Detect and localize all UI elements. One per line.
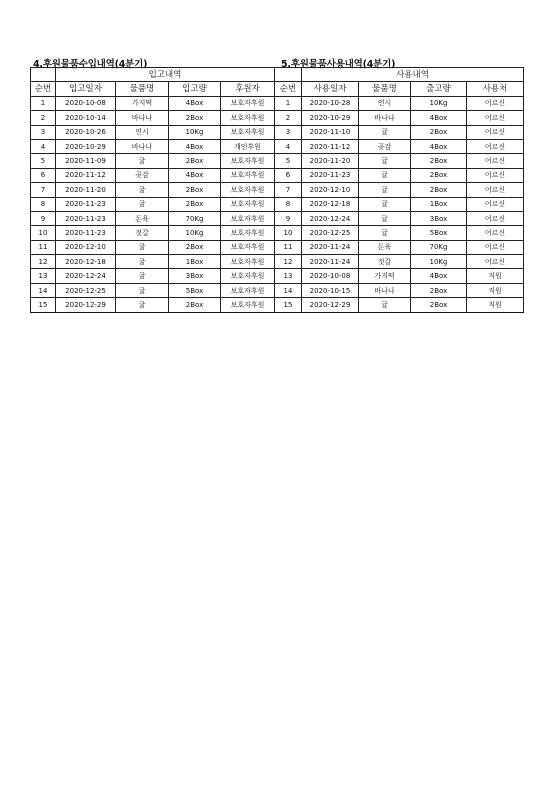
quantity-cell: 5Box [169,283,221,297]
item-name-cell: 귤 [116,283,169,297]
quantity-cell: 2Box [169,154,221,168]
item-name-cell: 바나나 [116,139,169,153]
item-name-cell: 귤 [359,154,411,168]
column-header: 출고량 [411,82,467,96]
usage-table [274,67,524,313]
corner-cell [31,68,56,82]
row-number-cell: 4 [31,139,56,153]
table-row [31,125,275,139]
item-name-cell: 연시 [359,96,411,110]
row-number-cell: 10 [31,226,56,240]
date-cell: 2020-11-12 [302,139,359,153]
column-header: 후원자 [221,82,275,96]
quantity-cell: 4Box [411,269,467,283]
corner-cell [275,68,302,82]
table-row [275,111,524,125]
quantity-cell: 4Box [169,96,221,110]
row-number-cell: 5 [31,154,56,168]
recipient-cell: 어르신 [467,211,524,225]
date-cell: 2020-10-29 [56,139,116,153]
column-header: 입고량 [169,82,221,96]
quantity-cell: 2Box [169,183,221,197]
table-row [31,255,275,269]
date-cell: 2020-10-15 [302,283,359,297]
row-number-cell: 5 [275,154,302,168]
row-number-cell: 1 [31,96,56,110]
date-cell: 2020-11-24 [302,255,359,269]
row-number-cell: 7 [275,183,302,197]
date-cell: 2020-11-24 [302,240,359,254]
quantity-cell: 1Box [169,255,221,269]
table-row [31,139,275,153]
quantity-cell: 5Box [411,226,467,240]
date-cell: 2020-12-24 [302,211,359,225]
row-number-cell: 3 [31,125,56,139]
date-cell: 2020-12-10 [302,183,359,197]
row-number-cell: 6 [275,168,302,182]
item-name-cell: 귤 [359,211,411,225]
table-row [275,154,524,168]
table-row [275,183,524,197]
column-header: 물품명 [359,82,411,96]
table-row [31,154,275,168]
table-row [275,96,524,110]
quantity-cell: 2Box [169,240,221,254]
table-row [275,240,524,254]
date-cell: 2020-12-18 [56,255,116,269]
column-header: 순번 [31,82,56,96]
item-name-cell: 귤 [116,197,169,211]
quantity-cell: 10Kg [169,125,221,139]
row-number-cell: 13 [31,269,56,283]
date-cell: 2020-11-20 [56,183,116,197]
row-number-cell: 10 [275,226,302,240]
item-name-cell: 귤 [116,298,169,312]
row-number-cell: 6 [31,168,56,182]
table-row [275,226,524,240]
item-name-cell: 귤 [116,269,169,283]
item-name-cell: 귤 [116,255,169,269]
donor-cell: 보호자후원 [221,183,275,197]
table-row [31,197,275,211]
table-row [275,298,524,312]
date-cell: 2020-12-25 [56,283,116,297]
row-number-cell: 12 [275,255,302,269]
date-cell: 2020-10-29 [302,111,359,125]
row-number-cell: 2 [275,111,302,125]
date-cell: 2020-11-23 [56,226,116,240]
item-name-cell: 바나나 [359,111,411,125]
recipient-cell: 어르신 [467,183,524,197]
item-name-cell: 돈육 [116,211,169,225]
table-row [275,168,524,182]
quantity-cell: 10Kg [411,255,467,269]
date-cell: 2020-11-23 [56,211,116,225]
date-cell: 2020-12-18 [302,197,359,211]
table-row [31,226,275,240]
quantity-cell: 4Box [169,139,221,153]
date-cell: 2020-10-26 [56,125,116,139]
quantity-cell: 4Box [411,139,467,153]
quantity-cell: 4Box [169,168,221,182]
recipient-cell: 직원 [467,298,524,312]
item-name-cell: 곶감 [116,168,169,182]
row-number-cell: 3 [275,125,302,139]
donor-cell: 보호자후원 [221,197,275,211]
quantity-cell: 2Box [411,125,467,139]
column-header: 사용일자 [302,82,359,96]
row-number-cell: 15 [31,298,56,312]
item-name-cell: 젓갈 [359,255,411,269]
donor-cell: 보호자후원 [221,298,275,312]
date-cell: 2020-12-24 [56,269,116,283]
row-number-cell: 12 [31,255,56,269]
date-cell: 2020-12-29 [302,298,359,312]
table-row [31,283,275,297]
row-number-cell: 2 [31,111,56,125]
table-row [31,183,275,197]
date-cell: 2020-11-12 [56,168,116,182]
row-number-cell: 15 [275,298,302,312]
recipient-cell: 어르신 [467,255,524,269]
item-name-cell: 곶감 [359,139,411,153]
donor-cell: 보호자후원 [221,211,275,225]
quantity-cell: 3Box [411,211,467,225]
quantity-cell: 4Box [411,111,467,125]
date-cell: 2020-11-09 [56,154,116,168]
row-number-cell: 14 [275,283,302,297]
date-cell: 2020-12-25 [302,226,359,240]
quantity-cell: 2Box [411,183,467,197]
row-number-cell: 14 [31,283,56,297]
item-name-cell: 귤 [359,197,411,211]
item-name-cell: 귤 [359,226,411,240]
donor-cell: 보호자후원 [221,240,275,254]
quantity-cell: 2Box [411,283,467,297]
donor-cell: 보호자후원 [221,226,275,240]
date-cell: 2020-11-23 [56,197,116,211]
date-cell: 2020-11-23 [302,168,359,182]
item-name-cell: 귤 [359,168,411,182]
recipient-cell: 직원 [467,269,524,283]
row-number-cell: 8 [31,197,56,211]
table-row [31,111,275,125]
column-header: 순번 [275,82,302,96]
quantity-cell: 70Kg [411,240,467,254]
table-row [275,255,524,269]
table-row [31,240,275,254]
table-row [275,283,524,297]
quantity-cell: 2Box [411,298,467,312]
income-group-header: 입고내역 [56,68,275,82]
recipient-cell: 어르신 [467,139,524,153]
table-row [275,269,524,283]
donor-cell: 보호자후원 [221,255,275,269]
recipient-cell: 어르신 [467,168,524,182]
quantity-cell: 1Box [411,197,467,211]
table-row [31,269,275,283]
table-row [275,211,524,225]
date-cell: 2020-10-14 [56,111,116,125]
table-row [275,125,524,139]
quantity-cell: 2Box [169,298,221,312]
date-cell: 2020-12-29 [56,298,116,312]
donor-cell: 보호자후원 [221,125,275,139]
date-cell: 2020-10-28 [302,96,359,110]
quantity-cell: 2Box [169,111,221,125]
quantity-cell: 2Box [411,154,467,168]
donor-cell: 보호자후원 [221,96,275,110]
date-cell: 2020-10-08 [56,96,116,110]
item-name-cell: 귤 [359,298,411,312]
donor-cell: 보호자후원 [221,283,275,297]
table-row [31,96,275,110]
date-cell: 2020-12-10 [56,240,116,254]
row-number-cell: 13 [275,269,302,283]
donor-cell: 보호자후원 [221,269,275,283]
column-header: 입고일자 [56,82,116,96]
recipient-cell: 어르신 [467,111,524,125]
date-cell: 2020-11-10 [302,125,359,139]
table-row [31,168,275,182]
column-header: 물품명 [116,82,169,96]
recipient-cell: 직원 [467,283,524,297]
recipient-cell: 어르신 [467,96,524,110]
row-number-cell: 9 [275,211,302,225]
item-name-cell: 바나나 [359,283,411,297]
recipient-cell: 어르신 [467,226,524,240]
item-name-cell: 연시 [116,125,169,139]
item-name-cell: 귤 [359,183,411,197]
recipient-cell: 어르신 [467,154,524,168]
item-name-cell: 귤 [116,154,169,168]
income-section-title: 4.후원물품수입내역(4분기) [33,59,148,70]
quantity-cell: 10Kg [169,226,221,240]
item-name-cell: 귤 [359,125,411,139]
column-header: 사용처 [467,82,524,96]
usage-group-header: 사용내역 [302,68,524,82]
item-name-cell: 가지떡 [359,269,411,283]
item-name-cell: 귤 [116,183,169,197]
item-name-cell: 귤 [116,240,169,254]
row-number-cell: 7 [31,183,56,197]
item-name-cell: 젓갈 [116,226,169,240]
row-number-cell: 4 [275,139,302,153]
row-number-cell: 11 [275,240,302,254]
row-number-cell: 1 [275,96,302,110]
recipient-cell: 어르신 [467,197,524,211]
quantity-cell: 10Kg [411,96,467,110]
row-number-cell: 11 [31,240,56,254]
item-name-cell: 가지떡 [116,96,169,110]
table-row [275,197,524,211]
table-row [275,139,524,153]
date-cell: 2020-11-20 [302,154,359,168]
quantity-cell: 2Box [411,168,467,182]
quantity-cell: 70Kg [169,211,221,225]
row-number-cell: 8 [275,197,302,211]
quantity-cell: 3Box [169,269,221,283]
usage-section-title: 5.후원물품사용내역(4분기) [281,59,396,70]
donor-cell: 보호자후원 [221,168,275,182]
income-table [30,67,275,313]
donor-cell: 보호자후원 [221,154,275,168]
donor-cell: 개인후원 [221,139,275,153]
quantity-cell: 2Box [169,197,221,211]
donor-cell: 보호자후원 [221,111,275,125]
recipient-cell: 어르신 [467,240,524,254]
item-name-cell: 돈육 [359,240,411,254]
date-cell: 2020-10-08 [302,269,359,283]
item-name-cell: 바나나 [116,111,169,125]
recipient-cell: 어르신 [467,125,524,139]
row-number-cell: 9 [31,211,56,225]
table-row [31,298,275,312]
table-row [31,211,275,225]
